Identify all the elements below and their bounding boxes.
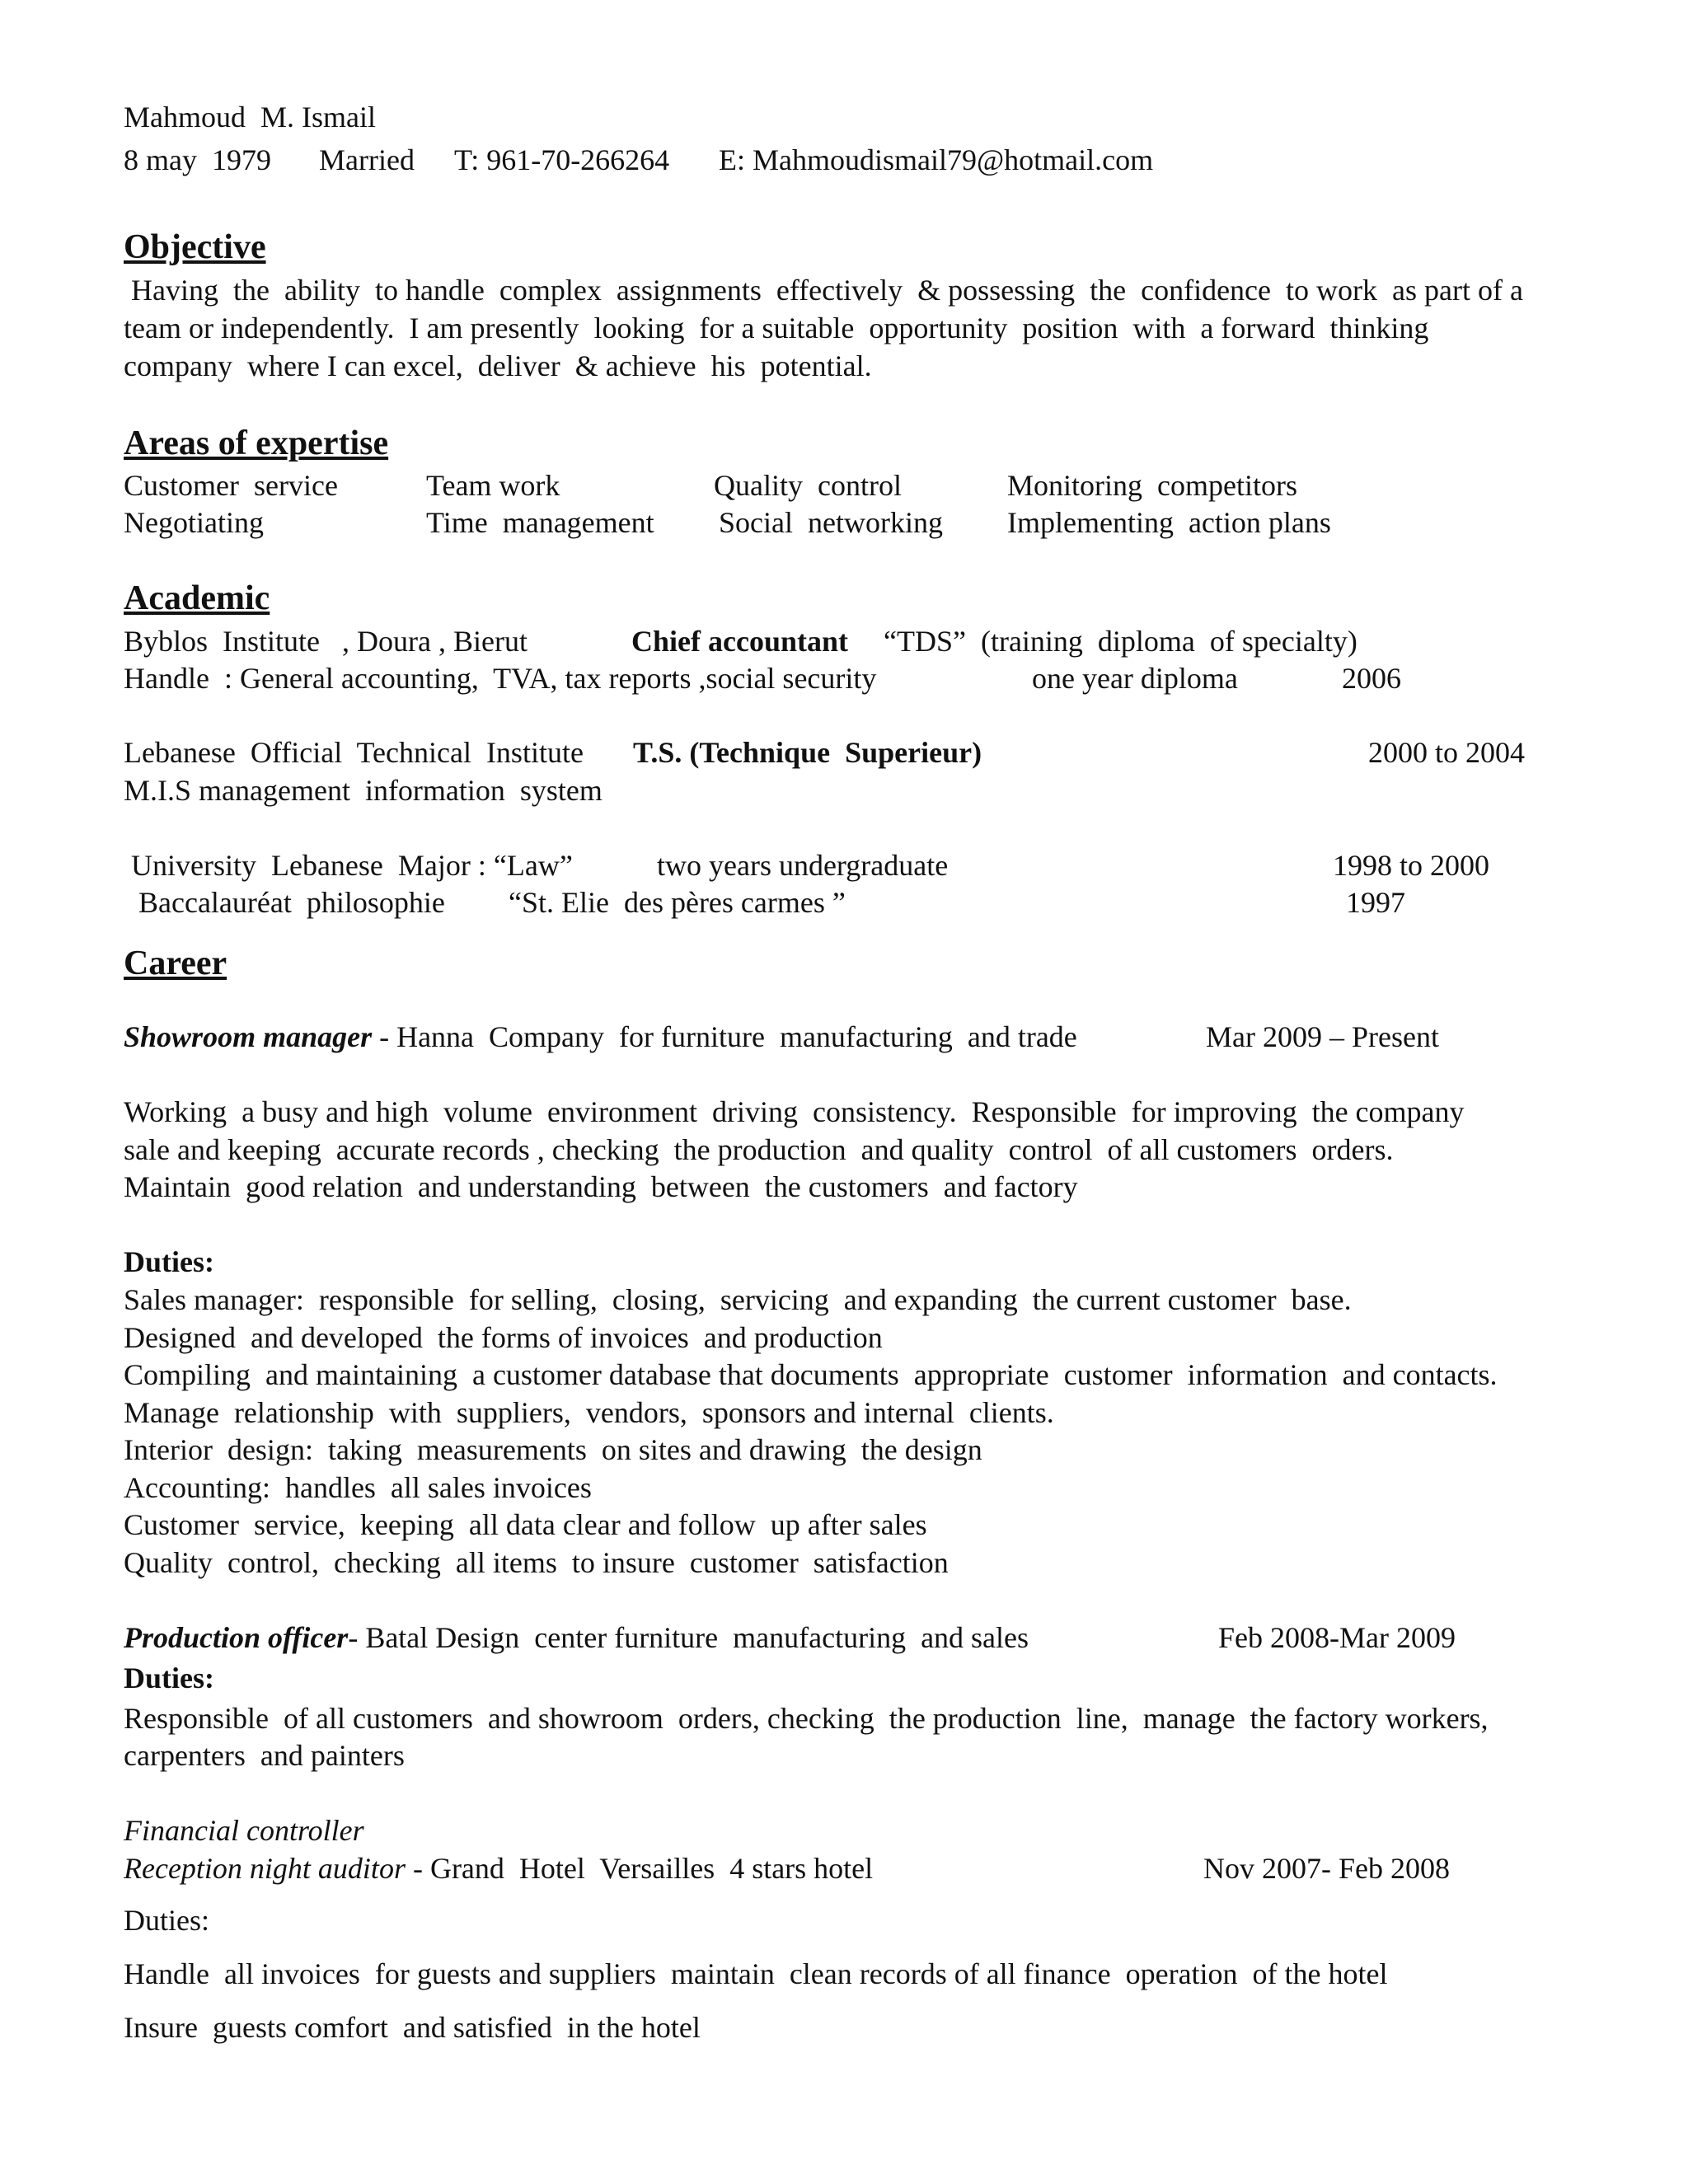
duty-item: Handle all invoices for guests and suppliers maintain clean records of all finance operation of the hotel bbox=[124, 1957, 1388, 1990]
career-heading: Career bbox=[124, 944, 227, 982]
duties-label: Duties: bbox=[124, 1661, 214, 1694]
academic-coursework: Handle : General accounting, TVA, tax reports ,social security bbox=[124, 662, 877, 695]
duty-item: Quality control, checking all items to insure customer satisfaction bbox=[124, 1546, 949, 1579]
duty-item: Accounting: handles all sales invoices bbox=[124, 1471, 592, 1504]
job-summary-line: Maintain good relation and understanding between the customers and factory bbox=[124, 1170, 1078, 1203]
duty-item: Insure guests comfort and satisfied in the hotel bbox=[124, 2011, 701, 2044]
objective-line: company where I can excel, deliver & achieve his potential. bbox=[124, 349, 872, 382]
job-title: Production officer bbox=[124, 1621, 349, 1654]
job-dates: Mar 2009 – Present bbox=[1206, 1020, 1439, 1053]
duty-item: Interior design: taking measurements on sites and drawing the design bbox=[124, 1433, 982, 1466]
expertise-item: Team work bbox=[426, 469, 560, 502]
academic-institute: Byblos Institute , Doura , Bierut bbox=[124, 625, 528, 658]
academic-degree-detail: “TDS” (training diploma of specialty) bbox=[884, 625, 1357, 658]
duty-item: Sales manager: responsible for selling, closing, servicing and expanding the current customer base. bbox=[124, 1283, 1352, 1316]
academic-school: “St. Elie des pères carmes ” bbox=[509, 886, 846, 919]
academic-institute: Baccalauréat philosophie bbox=[124, 886, 445, 919]
job-company: - Hanna Company for furniture manufacturing and trade bbox=[372, 1020, 1077, 1053]
expertise-heading: Areas of expertise bbox=[124, 424, 389, 462]
expertise-item: Customer service bbox=[124, 469, 338, 502]
expertise-item: Time management bbox=[426, 506, 654, 539]
job-company: - Grand Hotel Versailles 4 stars hotel bbox=[405, 1852, 874, 1885]
academic-degree: T.S. (Technique Superieur) bbox=[633, 736, 982, 769]
expertise-item: Social networking bbox=[719, 506, 943, 539]
expertise-item: Quality control bbox=[714, 469, 902, 502]
job-title: Showroom manager bbox=[124, 1020, 373, 1053]
job-role: Financial controller bbox=[124, 1814, 364, 1847]
job-header bbox=[124, 1850, 873, 1886]
academic-year: 2006 bbox=[1342, 662, 1401, 695]
birth-date: 8 may 1979 bbox=[124, 143, 271, 176]
expertise-item: Monitoring competitors bbox=[1007, 469, 1297, 502]
job-dates: Feb 2008-Mar 2009 bbox=[1218, 1621, 1456, 1654]
duty-item: Customer service, keeping all data clear and follow up after sales bbox=[124, 1508, 927, 1541]
duty-item: Responsible of all customers and showroom orders, checking the production line, manage the factory workers, bbox=[124, 1702, 1489, 1735]
candidate-name: Mahmoud M. Ismail bbox=[124, 101, 376, 134]
job-company: - Batal Design center furniture manufacturing and sales bbox=[348, 1621, 1029, 1654]
duties-label: Duties: bbox=[124, 1245, 214, 1278]
academic-degree: Chief accountant bbox=[631, 625, 848, 658]
academic-duration: one year diploma bbox=[1032, 662, 1238, 695]
academic-year: 2000 to 2004 bbox=[1368, 736, 1526, 769]
duty-item: carpenters and painters bbox=[124, 1739, 405, 1772]
objective-line: team or independently. I am presently looking for a suitable opportunity position with a forward thinking bbox=[124, 312, 1429, 344]
job-summary-line: sale and keeping accurate records , checking the production and quality control of all customers orders. bbox=[124, 1133, 1394, 1166]
academic-institute: University Lebanese Major : “Law” bbox=[124, 849, 573, 882]
expertise-item: Negotiating bbox=[124, 506, 264, 539]
duties-label: Duties: bbox=[124, 1904, 209, 1937]
academic-year: 1997 bbox=[1346, 886, 1405, 919]
job-dates: Nov 2007- Feb 2008 bbox=[1203, 1852, 1450, 1885]
job-summary-line: Working a busy and high volume environment driving consistency. Responsible for improving the company bbox=[124, 1095, 1465, 1128]
duty-item: Compiling and maintaining a customer database that documents appropriate customer information and contacts. bbox=[124, 1358, 1498, 1391]
academic-duration: two years undergraduate bbox=[657, 849, 949, 882]
phone-number: T: 961-70-266264 bbox=[454, 143, 670, 176]
academic-major: M.I.S management information system bbox=[124, 774, 603, 807]
job-header bbox=[124, 1619, 1029, 1656]
academic-heading: Academic bbox=[124, 579, 270, 617]
email-address: E: Mahmoudismail79@hotmail.com bbox=[719, 143, 1154, 176]
objective-heading: Objective bbox=[124, 228, 266, 266]
job-header bbox=[124, 1019, 1077, 1055]
objective-line: Having the ability to handle complex assignments effectively & possessing the confidence to work as part of a bbox=[124, 274, 1523, 307]
duty-item: Manage relationship with suppliers, vendors, sponsors and internal clients. bbox=[124, 1396, 1054, 1429]
marital-status: Married bbox=[319, 143, 415, 176]
academic-institute: Lebanese Official Technical Institute bbox=[124, 736, 584, 769]
job-title: Reception night auditor bbox=[124, 1852, 406, 1885]
duty-item: Designed and developed the forms of invoices and production bbox=[124, 1321, 883, 1354]
academic-year: 1998 to 2000 bbox=[1333, 849, 1490, 882]
expertise-item: Implementing action plans bbox=[1007, 506, 1331, 539]
